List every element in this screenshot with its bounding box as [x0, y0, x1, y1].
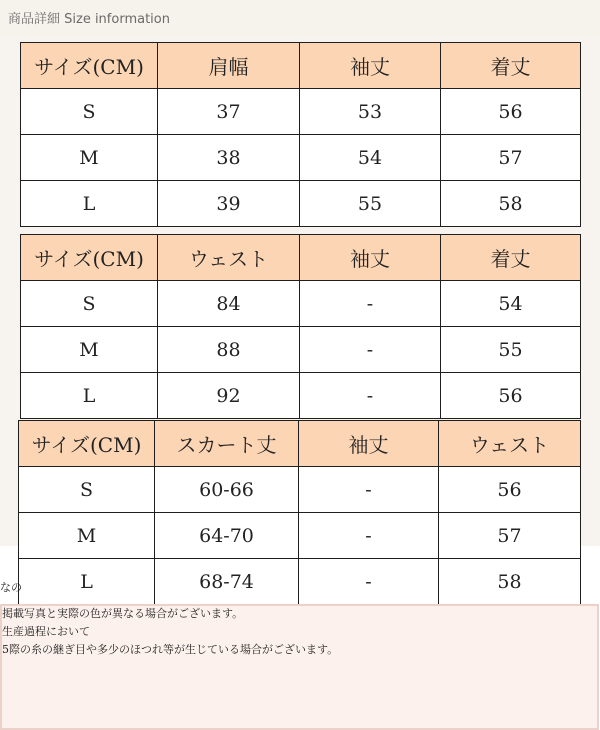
note-line: 5際の糸の継ぎ目や多少のほつれ等が生じている場合がございます。: [2, 643, 339, 656]
header-cell: サイズ(CM): [21, 43, 158, 89]
size-cell: S: [19, 467, 155, 513]
size-cell: S: [21, 89, 158, 135]
header-cell: サイズ(CM): [19, 421, 155, 467]
value-cell: 57: [441, 135, 581, 181]
header-cell: スカート丈: [155, 421, 299, 467]
header-cell: 袖丈: [300, 43, 441, 89]
value-cell: 68-74: [155, 559, 299, 605]
value-cell: -: [299, 559, 439, 605]
table-row: [19, 559, 581, 605]
value-cell: 56: [439, 467, 581, 513]
value-cell: 60-66: [155, 467, 299, 513]
table-row: [19, 467, 581, 513]
table-row: [21, 281, 581, 327]
value-cell: 55: [441, 327, 581, 373]
value-cell: -: [300, 373, 441, 419]
table-row: [21, 181, 581, 227]
value-cell: 53: [300, 89, 441, 135]
note-line: 生産過程において: [2, 625, 90, 638]
value-cell: 64-70: [155, 513, 299, 559]
table-header-row: [19, 421, 581, 467]
size-cell: M: [21, 135, 158, 181]
header-cell: ウェスト: [439, 421, 581, 467]
header-cell: 袖丈: [300, 235, 441, 281]
header-bar: [0, 0, 600, 37]
page-title: 商品詳細 Size information: [8, 12, 170, 27]
value-cell: -: [299, 467, 439, 513]
value-cell: 92: [158, 373, 300, 419]
header-cell: 着丈: [441, 235, 581, 281]
table-header-row: [21, 235, 581, 281]
size-cell: L: [19, 559, 155, 605]
value-cell: 84: [158, 281, 300, 327]
table-row: [21, 327, 581, 373]
table-row: [21, 135, 581, 181]
value-cell: 58: [439, 559, 581, 605]
size-table-3: [18, 420, 581, 605]
value-cell: -: [299, 513, 439, 559]
value-cell: -: [300, 327, 441, 373]
header-cell: サイズ(CM): [21, 235, 158, 281]
size-cell: M: [21, 327, 158, 373]
value-cell: 56: [441, 373, 581, 419]
header-cell: ウェスト: [158, 235, 300, 281]
value-cell: 88: [158, 327, 300, 373]
value-cell: 57: [439, 513, 581, 559]
size-cell: S: [21, 281, 158, 327]
value-cell: -: [300, 281, 441, 327]
header-cell: 着丈: [441, 43, 581, 89]
value-cell: 55: [300, 181, 441, 227]
size-table-2: [20, 234, 581, 419]
table-row: [21, 89, 581, 135]
size-cell: M: [19, 513, 155, 559]
header-cell: 肩幅: [158, 43, 300, 89]
value-cell: 54: [441, 281, 581, 327]
value-cell: 37: [158, 89, 300, 135]
value-cell: 54: [300, 135, 441, 181]
note-line: 掲載写真と実際の色が異なる場合がございます。: [2, 607, 244, 620]
notes-box: [0, 604, 599, 730]
size-cell: L: [21, 181, 158, 227]
value-cell: 38: [158, 135, 300, 181]
table-row: [21, 373, 581, 419]
value-cell: 56: [441, 89, 581, 135]
header-cell: 袖丈: [299, 421, 439, 467]
notes-partial-text: なの: [0, 581, 22, 594]
table-row: [19, 513, 581, 559]
value-cell: 58: [441, 181, 581, 227]
size-cell: L: [21, 373, 158, 419]
value-cell: 39: [158, 181, 300, 227]
size-table-1: [20, 42, 581, 227]
table-header-row: [21, 43, 581, 89]
